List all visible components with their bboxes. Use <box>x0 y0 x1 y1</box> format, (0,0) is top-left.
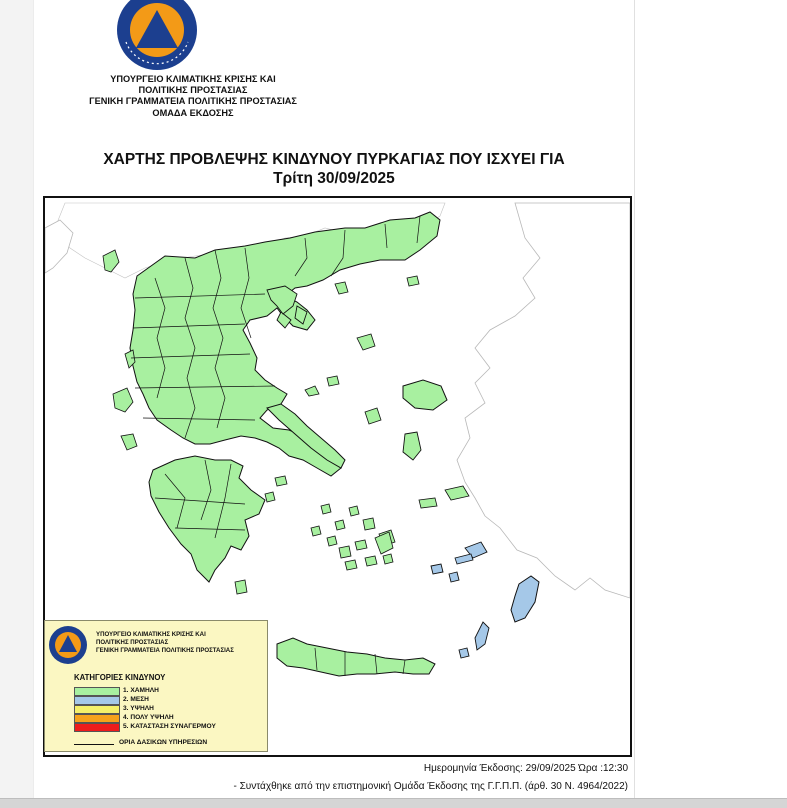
legend-org-line-3: ΓΕΝΙΚΗ ΓΡΑΜΜΑΤΕΙΑ ΠΟΛΙΤΙΚΗΣ ΠΡΟΣΤΑΣΙΑΣ <box>96 647 234 654</box>
samos <box>445 486 469 500</box>
civil-protection-seal-icon <box>112 0 202 72</box>
viewer-background <box>634 0 787 798</box>
legend-border-label: ΟΡΙΑ ΔΑΣΙΚΩΝ ΥΠΗΡΕΣΙΩΝ <box>119 739 208 746</box>
lesvos <box>403 380 447 410</box>
samothraki <box>407 276 419 286</box>
legend-swatch-very-high <box>74 714 120 723</box>
thassos <box>335 282 348 294</box>
map-legend <box>44 620 268 752</box>
kos-medium-risk <box>455 554 473 564</box>
issuing-organization <box>34 74 352 119</box>
legend-organization <box>96 631 234 655</box>
turkey-outline <box>457 203 630 598</box>
org-line-1: ΥΠΟΥΡΓΕΙΟ ΚΛΙΜΑΤΙΚΗΣ ΚΡΙΣΗΣ ΚΑΙ <box>110 74 276 84</box>
ikaria <box>419 498 437 508</box>
legend-org-line-2: ΠΟΛΙΤΙΚΗΣ ΠΡΟΣΤΑΣΙΑΣ <box>96 639 169 646</box>
legend-swatch-low <box>74 687 120 696</box>
legend-category-medium <box>74 696 264 705</box>
skyros <box>365 408 381 424</box>
kefalonia <box>113 388 133 412</box>
legend-category-very-high <box>74 714 264 723</box>
legend-label-alert: 5. ΚΑΤΑΣΤΑΣΗ ΣΥΝΑΓΕΡΜΟΥ <box>123 723 216 730</box>
legend-label-medium: 2. ΜΕΣΗ <box>123 696 149 703</box>
limnos <box>357 334 375 350</box>
title-date: Τρίτη 30/09/2025 <box>273 170 395 187</box>
org-line-2: ΠΟΛΙΤΙΚΗΣ ΠΡΟΣΤΑΣΙΑΣ <box>138 85 248 96</box>
legend-category-alert <box>74 723 264 732</box>
peloponnese <box>149 456 265 582</box>
legend-category-high <box>74 705 264 714</box>
title-line-1: ΧΑΡΤΗΣ ΠΡΟΒΛΕΨΗΣ ΚΙΝΔΥΝΟΥ ΠΥΡΚΑΓΙΑΣ ΠΟΥ ΙΣΧΥΕΙ ΓΙΑ <box>103 151 565 168</box>
kythera <box>235 580 247 594</box>
legend-swatch-high <box>74 705 120 714</box>
zakynthos <box>121 434 137 450</box>
legend-border-line <box>74 744 114 745</box>
chios <box>403 432 421 460</box>
rhodes-medium-risk <box>511 576 539 622</box>
legend-category-low <box>74 687 264 696</box>
legend-swatch-medium <box>74 696 120 705</box>
legend-org-line-1: ΥΠΟΥΡΓΕΙΟ ΚΛΙΜΑΤΙΚΗΣ ΚΡΙΣΗΣ ΚΑΙ <box>96 631 206 638</box>
legend-label-low: 1. ΧΑΜΗΛΗ <box>123 687 159 694</box>
org-line-4: ΟΜΑΔΑ ΕΚΔΟΣΗΣ <box>152 107 234 118</box>
civil-protection-seal-small-icon <box>48 625 88 665</box>
issue-datetime: Ημερομηνία Έκδοσης: 29/09/2025 Ώρα :12:30 <box>423 763 628 774</box>
legend-label-high: 3. ΥΨΗΛΗ <box>123 705 154 712</box>
legend-categories-title: ΚΑΤΗΓΟΡΙΕΣ ΚΙΝΔΥΝΟΥ <box>74 673 166 682</box>
page-title <box>34 150 634 188</box>
org-line-3: ΓΕΝΙΚΗ ΓΡΑΜΜΑΤΕΙΑ ΠΟΛΙΤΙΚΗΣ ΠΡΟΣΤΑΣΙΑΣ <box>89 96 297 107</box>
saronic-islands <box>265 476 287 502</box>
legend-label-very-high: 4. ΠΟΛΥ ΥΨΗΛΗ <box>123 714 174 721</box>
authorship-note: - Συντάχθηκε από την επιστημονική Ομάδα Έκδοσης της Γ.Γ.Π.Π. (άρθ. 30 Ν. 4964/2022) <box>233 781 628 792</box>
legend-swatch-alert <box>74 723 120 732</box>
skiathos-group <box>305 376 339 396</box>
crete <box>277 638 435 676</box>
